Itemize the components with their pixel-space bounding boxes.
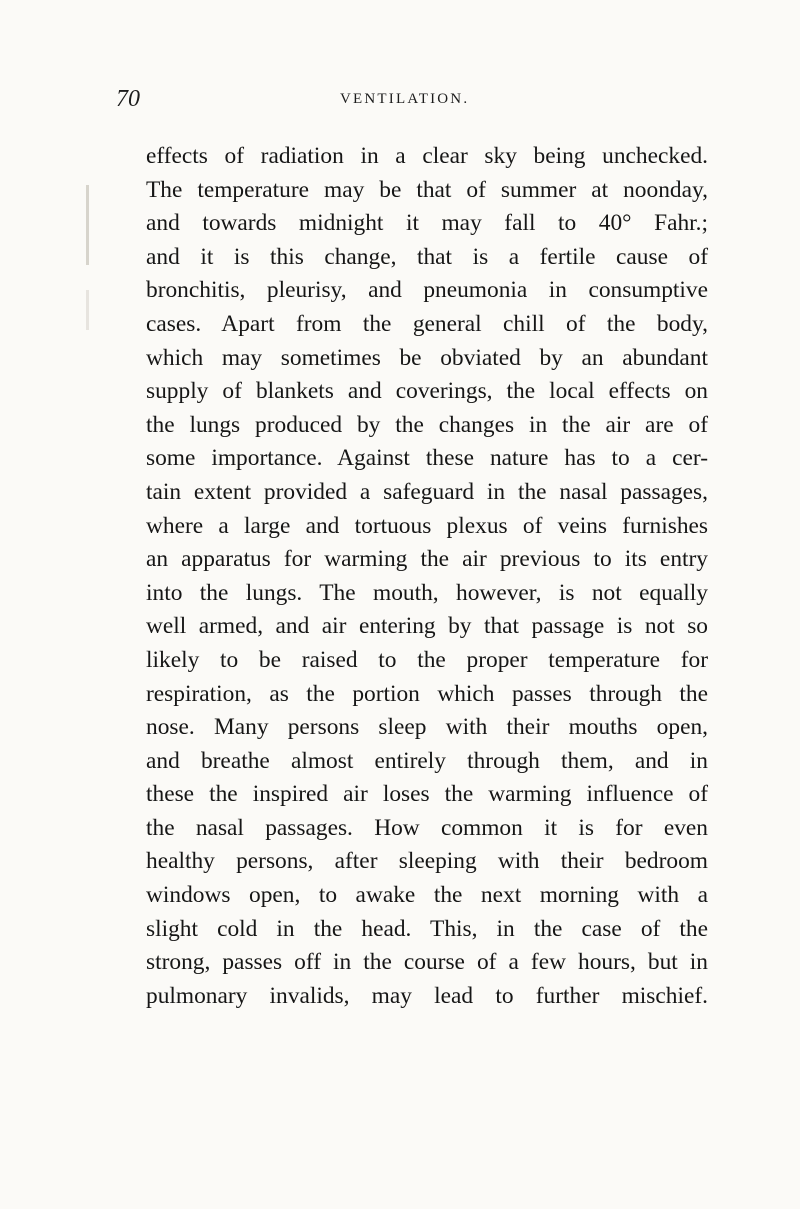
text-line: respiration, as the portion which passes through the xyxy=(146,680,708,707)
gutter-shadow xyxy=(86,185,89,265)
text-line: some importance. Against these nature has to a cer- xyxy=(146,445,708,472)
gutter-shadow xyxy=(86,290,89,330)
text-line: bronchitis, pleurisy, and pneumonia in consumptive xyxy=(146,277,708,304)
text-line: The temperature may be that of summer at noonday, xyxy=(146,176,708,203)
text-line: tain extent provided a safeguard in the nasal passages, xyxy=(146,478,708,505)
text-line: the lungs produced by the changes in the air are of xyxy=(146,411,708,438)
text-line: the nasal passages. How common it is for even xyxy=(146,814,708,841)
text-line: and it is this change, that is a fertile cause of xyxy=(146,243,708,270)
text-line: strong, passes off in the course of a few hours, but in xyxy=(146,949,708,976)
text-line: supply of blankets and coverings, the local effects on xyxy=(146,378,708,405)
text-line: likely to be raised to the proper temperature for xyxy=(146,646,708,673)
text-line: which may sometimes be obviated by an abundant xyxy=(146,344,708,371)
text-line: these the inspired air loses the warming influence of xyxy=(146,781,708,808)
text-line: pulmonary invalids, may lead to further mischief. xyxy=(146,982,708,1009)
text-line: an apparatus for warming the air previous to its entry xyxy=(146,546,708,573)
text-line: slight cold in the head. This, in the case of the xyxy=(146,915,708,942)
text-line: windows open, to awake the next morning with a xyxy=(146,882,708,909)
text-line: nose. Many persons sleep with their mouths open, xyxy=(146,714,708,741)
text-line: effects of radiation in a clear sky being unchecked. xyxy=(146,143,708,169)
running-head xyxy=(116,86,716,116)
page-number: 70 xyxy=(116,86,140,112)
text-line: where a large and tortuous plexus of veins furnishes xyxy=(146,512,708,539)
body-text xyxy=(146,140,708,1013)
text-line: into the lungs. The mouth, however, is not equally xyxy=(146,579,708,606)
text-line: well armed, and air entering by that passage is not so xyxy=(146,613,708,640)
running-title: VENTILATION. xyxy=(340,91,470,107)
text-line: cases. Apart from the general chill of the body, xyxy=(146,310,708,337)
text-line: and towards midnight it may fall to 40° Fahr.; xyxy=(146,210,708,237)
text-line: healthy persons, after sleeping with their bedroom xyxy=(146,848,708,875)
text-line: and breathe almost entirely through them, and in xyxy=(146,747,708,774)
